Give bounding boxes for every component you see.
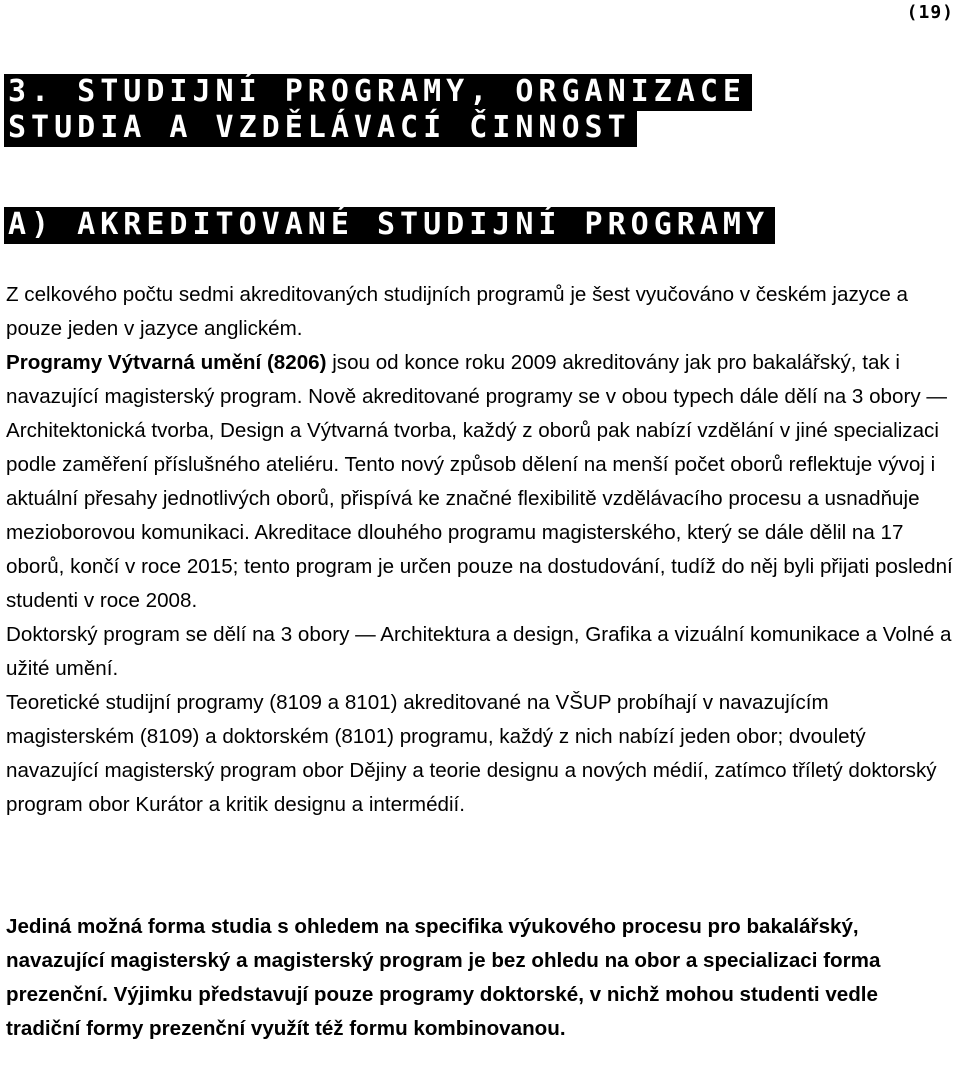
paragraph-programs bbox=[6, 278, 958, 822]
subsection-heading-text: A) AKREDITOVANÉ STUDIJNÍ PROGRAMY bbox=[4, 207, 775, 244]
sentence-doctoral: Doktorský program se dělí na 3 obory — Architektura a design, Grafika a vizuální komunikace a Volné a užité umění. bbox=[6, 623, 952, 680]
program-name-fine-arts: Programy Výtvarná umění (8206) bbox=[6, 351, 327, 374]
sentence-language: Z celkového počtu sedmi akreditovaných studijních programů je šest vyučováno v českém jazyce a pouze jeden v jazyce anglickém. bbox=[6, 283, 908, 340]
sentence-theoretical: Teoretické studijní programy (8109 a 8101) akreditované na VŠUP probíhají v navazujícím magisterském (8109) a doktorském (8101) programu, každý z nich nabízí jeden obor; dvouletý navazující magisterský program obor Dějiny a teorie designu a nových médií, zatímco tříletý doktorský program obor Kurátor a kritik designu a intermédií. bbox=[6, 691, 937, 816]
subsection-heading bbox=[4, 207, 904, 243]
sentence-fine-arts: jsou od konce roku 2009 akreditovány jak pro bakalářský, tak i navazující magisterský program. Nově akreditované programy se v obou typech dále dělí na 3 obory — Architektonická tvorba, Design a Výtvarná tvorba, každý z oborů pak nabízí vzdělání v jiné specializaci podle zaměření příslušného ateliéru. Tento nový způsob dělení na menší počet oborů reflektuje vývoj i aktuální přesahy jednotlivých oborů, přispívá ke značné flexibilitě vzdělávacího procesu a usnadňuje mezioborovou komunikaci. Akreditace dlouhého programu magisterského, který se dále dělil na 17 oborů, končí v roce 2015; tento program je určen pouze na dostudování, tudíž do něj byli přijati poslední studenti v roce 2008. bbox=[6, 351, 953, 612]
section-heading bbox=[4, 74, 884, 146]
paragraph-study-form: Jediná možná forma studia s ohledem na specifika výukového procesu pro bakalářský, navazující magisterský a magisterský program je bez ohledu na obor a specializaci forma prezenční. Výjimku představují pouze programy doktorské, v nichž mohou studenti vedle tradiční formy prezenční využít též formu kombinovanou. bbox=[6, 915, 881, 1040]
section-heading-text: 3. STUDIJNÍ PROGRAMY, ORGANIZACE STUDIA A VZDĚLÁVACÍ ČINNOST bbox=[4, 74, 752, 147]
page-number: (19) bbox=[906, 2, 954, 23]
